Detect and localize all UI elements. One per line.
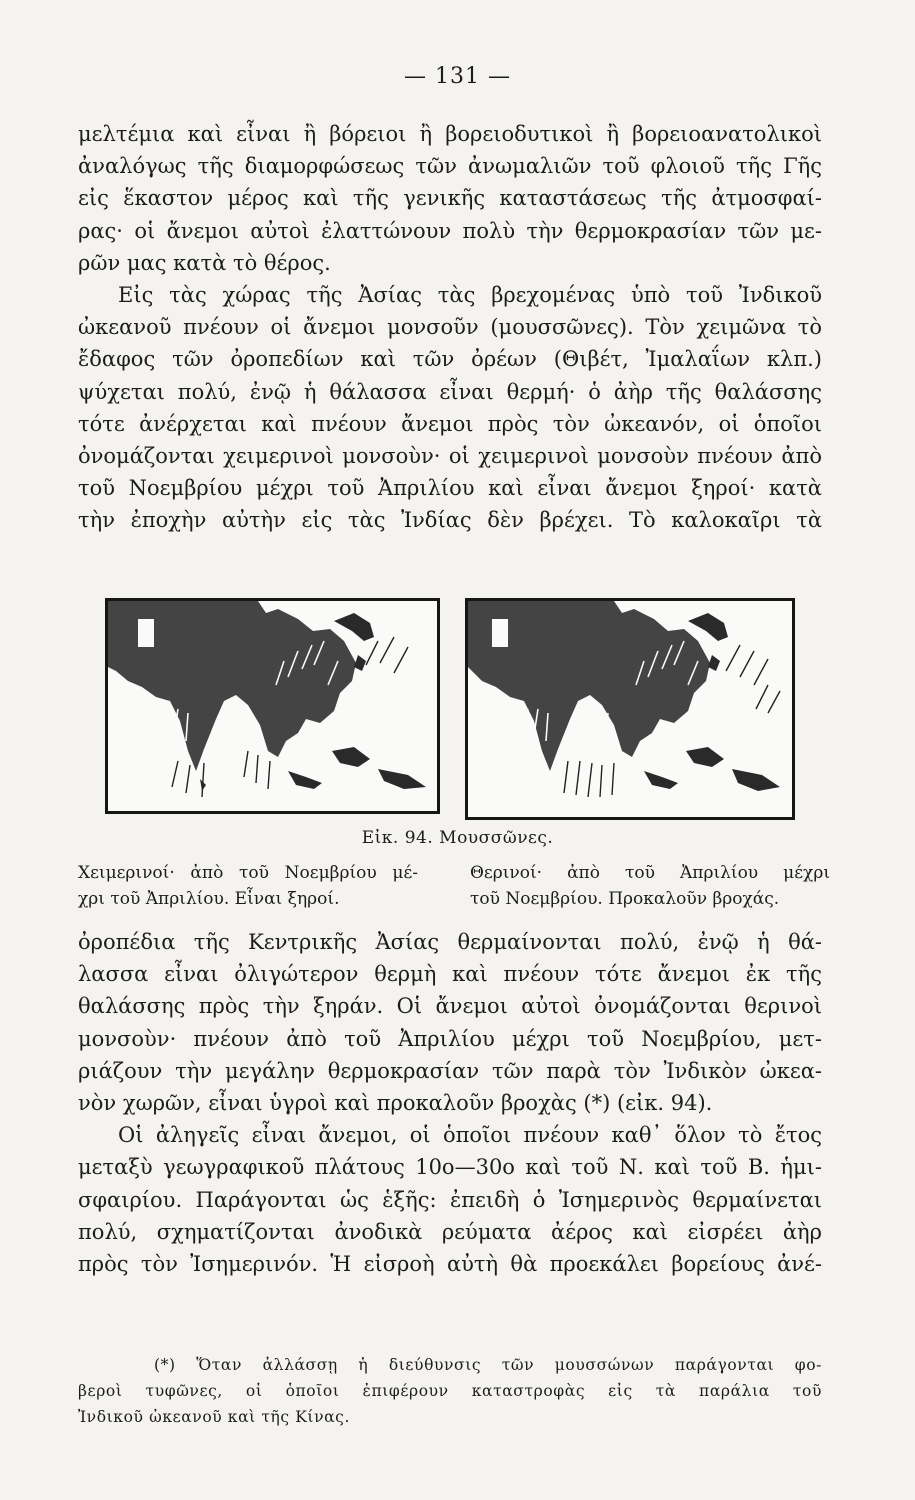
text-line: Οἱ ἀληγεῖς εἶναι ἄνεμοι, οἱ ὁποῖοι πνέουν καθ᾽ ὅλον τὸ ἔτος (118, 1123, 822, 1148)
text-line: μελτέμια καὶ εἶναι ἢ βόρειοι ἢ βορειοδυτικοὶ ἢ βορειοανατολικοὶ (78, 122, 822, 146)
footnote-line: Ἰνδικοῦ ὠκεανοῦ καὶ τῆς Κίνας. (78, 1408, 350, 1426)
summer-monsoon-map (465, 598, 795, 820)
text-line: ριάζουν τὴν μεγάλην θερμοκρασίαν τῶν παρὰ τὸν Ἰνδικὸν ὠκεα- (78, 1058, 822, 1083)
text-line: Εἰς τὰς χώρας τῆς Ἀσίας τὰς βρεχομένας ὑπὸ τοῦ Ἰνδικοῦ (118, 283, 822, 308)
text-line: πρὸς τὸν Ἰσημερινόν. Ἡ εἰσροὴ αὐτὴ θὰ προεκάλει βορείους ἀνέ- (78, 1252, 822, 1277)
text-line: ὀροπέδια τῆς Κεντρικῆς Ἀσίας θερμαίνονται πολύ, ἐνῷ ἡ θά- (78, 930, 822, 954)
text-line: νὸν χωρῶν, εἶναι ὑγροὶ καὶ προκαλοῦν βροχὰς (*) (εἰκ. 94). (78, 1091, 713, 1116)
monsoon-figure (105, 598, 805, 820)
text-line: ψύχεται πολύ, ἐνῷ ἡ θάλασσα εἶναι θερμή· ὁ ἀὴρ τῆς θαλάσσης (78, 379, 822, 404)
summer-monsoon-map-drawing (468, 601, 792, 817)
text-line: θαλάσσης πρὸς τὴν ξηράν. Οἱ ἄνεμοι αὐτοὶ ὀνομάζονται θερινοὶ (78, 994, 822, 1019)
text-line: τὴν ἐποχὴν αὐτὴν εἰς τὰς Ἰνδίας δὲν βρέχει. Τὸ καλοκαῖρι τὰ (78, 508, 822, 533)
text-line: ὠκεανοῦ πνέουν οἱ ἄνεμοι μονσοῦν (μουσσῶνες). Τὸν χειμῶνα τὸ (78, 315, 822, 340)
winter-monsoon-map (105, 598, 440, 814)
body-paragraphs-bottom (78, 926, 822, 1280)
text-line: μονσοὺν· πνέουν ἀπὸ τοῦ Ἀπριλίου μέχρι τοῦ Νοεμβρίου, μετ- (78, 1026, 822, 1051)
winter-monsoon-map-drawing (108, 601, 437, 811)
page-number: — 131 — (404, 64, 511, 89)
footnote (78, 1352, 822, 1430)
caption-line: Θερινοί· ἀπὸ τοῦ Ἀπριλίου μέχρι (470, 863, 830, 883)
text-line: ἔδαφος τῶν ὀροπεδίων καὶ τῶν ὀρέων (Θιβέτ, Ἰμαλαΐων κλπ.) (78, 347, 822, 372)
winter-caption (78, 860, 418, 912)
text-line: εἰς ἕκαστον μέρος καὶ τῆς γενικῆς καταστάσεως τῆς ἀτμοσφαί- (78, 186, 822, 211)
text-line: ρῶν μας κατὰ τὸ θέρος. (78, 250, 331, 275)
text-line: τότε ἀνέρχεται καὶ πνέουν ἄνεμοι πρὸς τὸν ὠκεανόν, οἱ ὁποῖοι (78, 411, 822, 436)
text-line: μεταξὺ γεωγραφικοῦ πλάτους 10ο—30ο καὶ τοῦ Ν. καὶ τοῦ Β. ἡμι- (78, 1155, 822, 1180)
figure-caption: Εἰκ. 94. Μουσσῶνες. (361, 828, 554, 848)
text-line: πολύ, σχηματίζονται ἀνοδικὰ ρεύματα ἀέρος καὶ εἰσρέει ἀὴρ (78, 1219, 822, 1244)
text-line: ἀναλόγως τῆς διαμορφώσεως τῶν ἀνωμαλιῶν τοῦ φλοιοῦ τῆς Γῆς (78, 154, 822, 179)
text-line: τοῦ Νοεμβρίου μέχρι τοῦ Ἀπριλίου καὶ εἶναι ἄνεμοι ξηροί· κατὰ (78, 476, 822, 501)
caption-line: τοῦ Νοεμβρίου. Προκαλοῦν βροχάς. (470, 889, 780, 909)
text-line: σφαιρίου. Παράγονται ὡς ἑξῆς: ἐπειδὴ ὁ Ἰσημερινὸς θερμαίνεται (78, 1187, 822, 1212)
footnote-line: βεροὶ τυφῶνες, οἱ ὁποῖοι ἐπιφέρουν καταστροφὰς εἰς τὰ παράλια τοῦ (78, 1382, 822, 1400)
summer-caption (470, 860, 830, 912)
caption-line: Χειμερινοί· ἀπὸ τοῦ Νοεμβρίου μέ- (78, 863, 418, 883)
text-line: λασσα εἶναι ὀλιγώτερον θερμὴ καὶ πνέουν τότε ἄνεμοι ἐκ τῆς (78, 962, 822, 987)
text-line: ὀνομάζονται χειμερινοὶ μονσοὺν· οἱ χειμερινοὶ μονσοὺν πνέουν ἀπὸ (78, 444, 822, 469)
caption-line: χρι τοῦ Ἀπριλίου. Εἶναι ξηροί. (78, 889, 340, 909)
footnote-line: (*) Ὅταν ἀλλάσσῃ ἡ διεύθυνσις τῶν μουσσώνων παράγονται φο- (154, 1356, 822, 1374)
body-paragraphs-top (78, 118, 822, 537)
text-line: ρας· οἱ ἄνεμοι αὐτοὶ ἐλαττώνουν πολὺ τὴν θερμοκρασίαν τῶν με- (78, 218, 822, 243)
